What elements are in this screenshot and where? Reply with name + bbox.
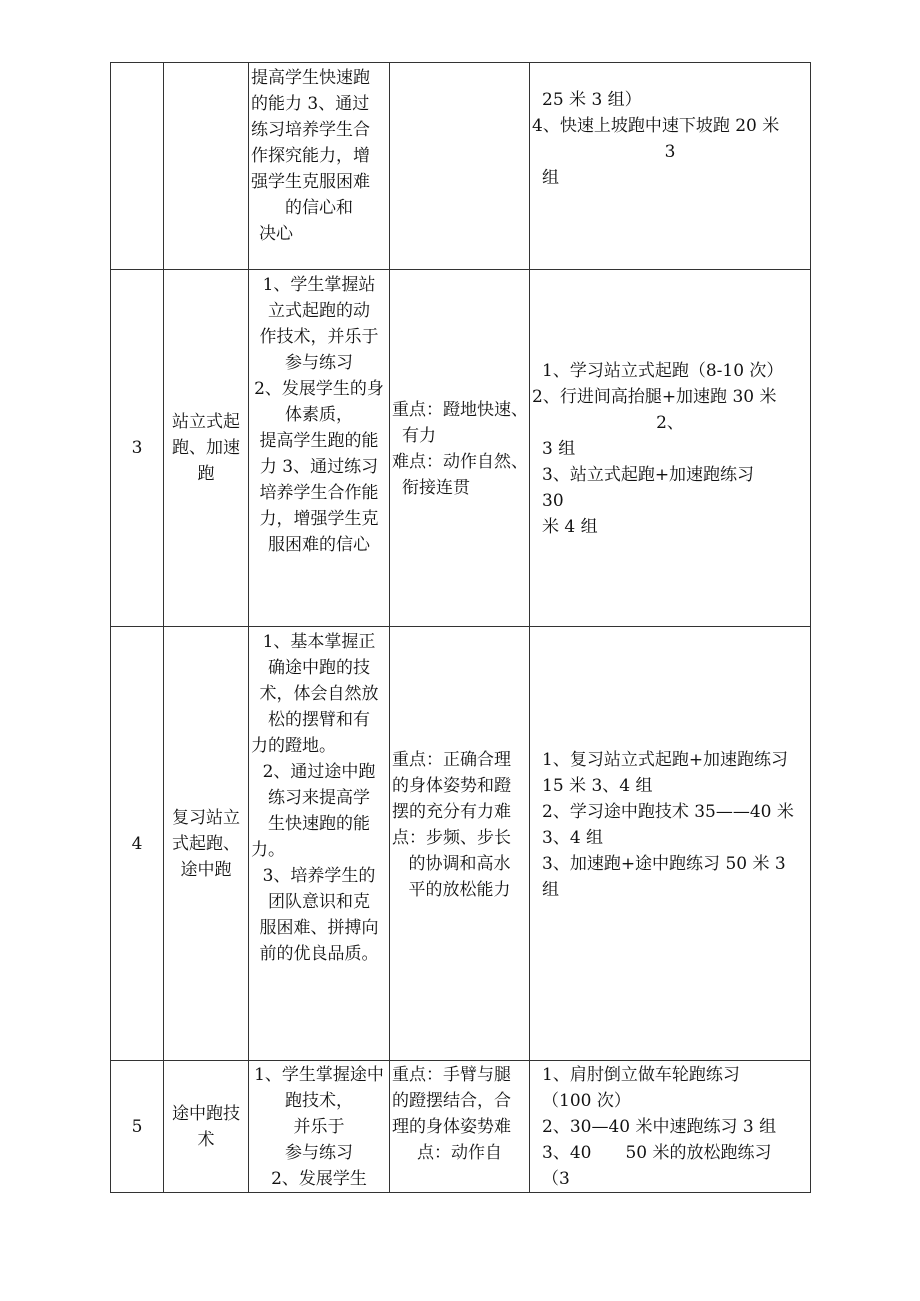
arrangement-cell: 1、学习站立式起跑（8-10 次） 2、行进间高抬腿+加速跑 30 米 2、 3 组 3、站立式起跑+加速跑练习 30 米 4 组 [530,270,811,627]
table-row [111,1061,811,1193]
teaching-goal-cell: 1、学生掌握站 立式起跑的动 作技术，并乐于 参与练习 2、发展学生的身 体素质， 提高学生跑的能 力 3、通过练习 培养学生合作能 力，增强学生克 服困难的信心 [249,270,390,627]
arrangement-cell: 1、复习站立式起跑+加速跑练习 15 米 3、4 组 2、学习途中跑技术 35——40 米 3、4 组 3、加速跑+途中跑练习 50 米 3 组 [530,627,811,1061]
arrangement-cell: 1、肩肘倒立做车轮跑练习 （100 次） 2、30—40 米中速跑练习 3 组 3、40 50 米的放松跑练习 （3 [530,1061,811,1193]
key-difficulty-cell: 重点：蹬地快速、 有力 难点：动作自然、 衔接连贯 [390,270,530,627]
teaching-goal-cell: 1、基本掌握正 确途中跑的技 术，体会自然放 松的摆臂和有 力的蹬地。 2、通过途中跑 练习来提高学 生快速跑的能 力。 3、培养学生的 团队意识和克 服困难、拼搏向 前的优良品质。 [249,627,390,1061]
lesson-number-cell: 5 [111,1061,164,1193]
key-difficulty-cell: 重点：正确合理 的身体姿势和蹬 摆的充分有力难 点：步频、步长 的协调和高水 平的放松能力 [390,627,530,1061]
table-row [111,627,811,1061]
lesson-content-cell [164,63,249,270]
arrangement-cell: 25 米 3 组） 4、快速上坡跑中速下坡跑 20 米 3 组 [530,63,811,270]
teaching-plan-table [110,62,811,1193]
key-difficulty-cell [390,63,530,270]
lesson-content-cell: 复习站立 式起跑、 途中跑 [164,627,249,1061]
lesson-number-cell: 4 [111,627,164,1061]
table-row [111,270,811,627]
lesson-content-cell: 途中跑技 术 [164,1061,249,1193]
teaching-goal-cell: 提高学生快速跑 的能力 3、通过 练习培养学生合 作探究能力，增 强学生克服困难 的信心和 决心 [249,63,390,270]
teaching-goal-cell: 1、学生掌握途中 跑技术， 并乐于 参与练习 2、发展学生 [249,1061,390,1193]
key-difficulty-cell: 重点：手臂与腿 的蹬摆结合，合 理的身体姿势难 点：动作自 [390,1061,530,1193]
lesson-number-cell: 3 [111,270,164,627]
lesson-number-cell [111,63,164,270]
lesson-content-cell: 站立式起 跑、加速 跑 [164,270,249,627]
table-row [111,63,811,270]
